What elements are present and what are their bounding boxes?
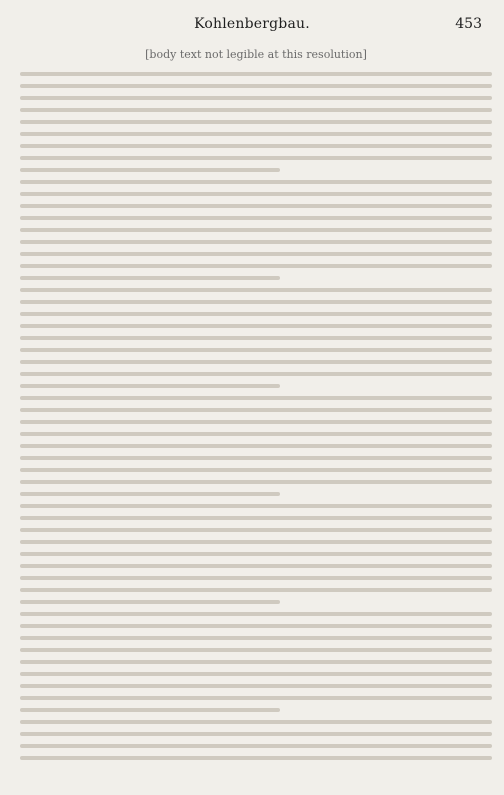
body-text-area <box>20 48 492 776</box>
placeholder-line <box>20 240 492 244</box>
placeholder-line <box>20 108 492 112</box>
placeholder-line <box>20 684 492 688</box>
placeholder-line <box>20 588 492 592</box>
placeholder-line <box>20 756 492 760</box>
placeholder-line <box>20 168 280 172</box>
placeholder-line <box>20 348 492 352</box>
placeholder-line <box>20 192 492 196</box>
placeholder-line <box>20 456 492 460</box>
placeholder-line <box>20 180 492 184</box>
placeholder-line <box>20 396 492 400</box>
placeholder-line <box>20 660 492 664</box>
placeholder-line <box>20 720 492 724</box>
placeholder-line <box>20 732 492 736</box>
placeholder-line <box>20 708 280 712</box>
placeholder-line <box>20 648 492 652</box>
placeholder-line <box>20 576 492 580</box>
placeholder-line <box>20 216 492 220</box>
placeholder-line <box>20 120 492 124</box>
placeholder-line <box>20 96 492 100</box>
body-placeholder-note: [body text not legible at this resolution] <box>145 48 367 61</box>
placeholder-line <box>20 276 280 280</box>
placeholder-line <box>20 636 492 640</box>
placeholder-line <box>20 252 492 256</box>
placeholder-line <box>20 288 492 292</box>
placeholder-line <box>20 744 492 748</box>
placeholder-line <box>20 204 492 208</box>
placeholder-line <box>20 516 492 520</box>
placeholder-line <box>20 384 280 388</box>
placeholder-line <box>20 564 492 568</box>
placeholder-line <box>20 492 280 496</box>
placeholder-line <box>20 480 492 484</box>
placeholder-line <box>20 624 492 628</box>
placeholder-line <box>20 672 492 676</box>
placeholder-line <box>20 600 280 604</box>
placeholder-lines <box>20 72 492 768</box>
placeholder-line <box>20 528 492 532</box>
placeholder-line <box>20 696 492 700</box>
placeholder-line <box>20 336 492 340</box>
placeholder-line <box>20 156 492 160</box>
placeholder-line <box>20 552 492 556</box>
placeholder-line <box>20 84 492 88</box>
placeholder-line <box>20 444 492 448</box>
placeholder-line <box>20 300 492 304</box>
placeholder-line <box>20 324 492 328</box>
placeholder-line <box>20 612 492 616</box>
placeholder-line <box>20 144 492 148</box>
placeholder-line <box>20 132 492 136</box>
placeholder-line <box>20 504 492 508</box>
page-number: 453 <box>455 16 482 32</box>
placeholder-line <box>20 312 492 316</box>
placeholder-line <box>20 360 492 364</box>
placeholder-line <box>20 420 492 424</box>
placeholder-line <box>20 432 492 436</box>
placeholder-line <box>20 72 492 76</box>
placeholder-line <box>20 264 492 268</box>
placeholder-line <box>20 540 492 544</box>
page-title: Kohlenbergbau. <box>194 16 310 32</box>
placeholder-line <box>20 228 492 232</box>
placeholder-line <box>20 468 492 472</box>
placeholder-line <box>20 372 492 376</box>
placeholder-line <box>20 408 492 412</box>
page-header <box>0 16 504 36</box>
